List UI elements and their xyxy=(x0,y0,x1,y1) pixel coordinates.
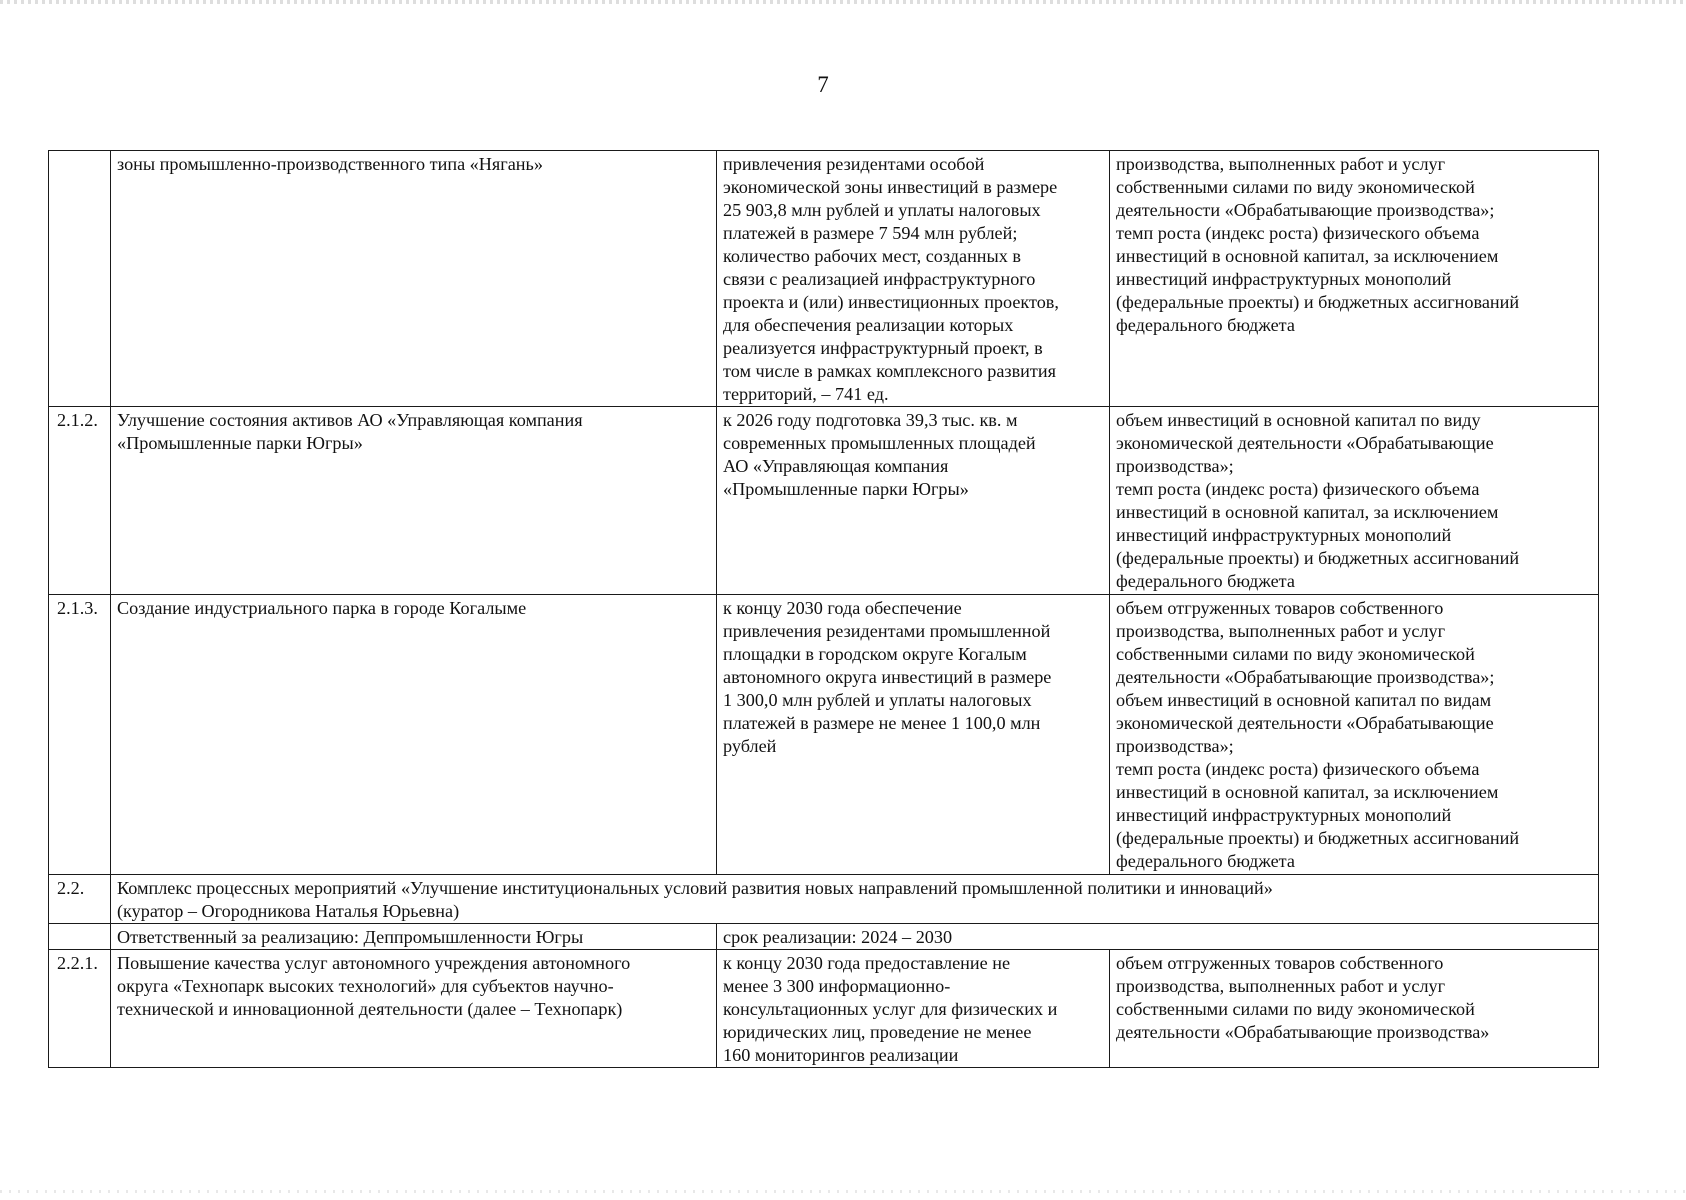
measure-result: к 2026 году подготовка 39,3 тыс. кв. м современных промышленных площадей АО «Управляющая компания «Промышленные парки Югры» xyxy=(717,407,1110,595)
row-number: 2.2.1. xyxy=(49,950,111,1068)
row-number xyxy=(49,151,111,407)
scan-edge-bottom xyxy=(0,1190,1686,1193)
measure-indicators: объем отгруженных товаров собственного производства, выполненных работ и услуг собственными силами по виду экономической деятельности «Обрабатывающие производства»; объем инвестиций в основной капитал по видам экономической деятельности «Обрабатывающие производства»; темп роста (индекс роста) физического объема инвестиций в основной капитал, за исключением инвестиций инфраструктурных монополий (федеральные проекты) и бюджетных ассигнований федерального бюджета xyxy=(1110,595,1599,875)
scan-edge-top xyxy=(0,0,1686,4)
measure-indicators: объем инвестиций в основной капитал по виду экономической деятельности «Обрабатывающие производства»; темп роста (индекс роста) физического объема инвестиций в основной капитал, за исключением инвестиций инфраструктурных монополий (федеральные проекты) и бюджетных ассигнований федерального бюджета xyxy=(1110,407,1599,595)
table-row-2-1-2 xyxy=(49,407,1599,595)
measure-result: к концу 2030 года предоставление не менее 3 300 информационно- консультационных услуг для физических и юридических лиц, проведение не менее 160 мониторингов реализации xyxy=(717,950,1110,1068)
measures-table xyxy=(48,150,1599,1068)
measure-name: Создание индустриального парка в городе Когалыме xyxy=(111,595,717,875)
row-number: 2.2. xyxy=(49,875,111,924)
measure-result: привлечения резидентами особой экономической зоны инвестиций в размере 25 903,8 млн рублей и уплаты налоговых платежей в размере 7 594 млн рублей; количество рабочих мест, созданных в связи с реализацией инфраструктурного проекта и (или) инвестиционных проектов, для обеспечения реализации которых реализуется инфраструктурный проект, в том числе в рамках комплексного развития территорий, – 741 ед. xyxy=(717,151,1110,407)
measure-indicators: объем отгруженных товаров собственного производства, выполненных работ и услуг собственными силами по виду экономической деятельности «Обрабатывающие производства» xyxy=(1110,950,1599,1068)
table-row-2-2 xyxy=(49,875,1599,924)
measure-indicators: производства, выполненных работ и услуг собственными силами по виду экономической деятельности «Обрабатывающие производства»; темп роста (индекс роста) физического объема инвестиций в основной капитал, за исключением инвестиций инфраструктурных монополий (федеральные проекты) и бюджетных ассигнований федерального бюджета xyxy=(1110,151,1599,407)
row-number: 2.1.3. xyxy=(49,595,111,875)
table-row-2-1-3 xyxy=(49,595,1599,875)
implementation-term: срок реализации: 2024 – 2030 xyxy=(717,924,1599,950)
measure-name: зоны промышленно-производственного типа «Нягань» xyxy=(111,151,717,407)
page-number: 7 xyxy=(817,72,829,97)
table-row-2-2-1 xyxy=(49,950,1599,1068)
responsible-unit: Ответственный за реализацию: Деппромышленности Югры xyxy=(111,924,717,950)
section-title: Комплекс процессных мероприятий «Улучшение институциональных условий развития новых направлений промышленной политики и инноваций» (куратор – Огородникова Наталья Юрьевна) xyxy=(111,875,1599,924)
row-number: 2.1.2. xyxy=(49,407,111,595)
table-row-continuation xyxy=(49,151,1599,407)
table-row-responsible xyxy=(49,924,1599,950)
measure-name: Улучшение состояния активов АО «Управляющая компания «Промышленные парки Югры» xyxy=(111,407,717,595)
empty-cell xyxy=(49,924,111,950)
measure-result: к концу 2030 года обеспечение привлечения резидентами промышленной площадки в городском округе Когалым автономного округа инвестиций в размере 1 300,0 млн рублей и уплаты налоговых платежей в размере не менее 1 100,0 млн рублей xyxy=(717,595,1110,875)
measure-name: Повышение качества услуг автономного учреждения автономного округа «Технопарк высоких технологий» для субъектов научно- технической и инновационной деятельности (далее – Технопарк) xyxy=(111,950,717,1068)
